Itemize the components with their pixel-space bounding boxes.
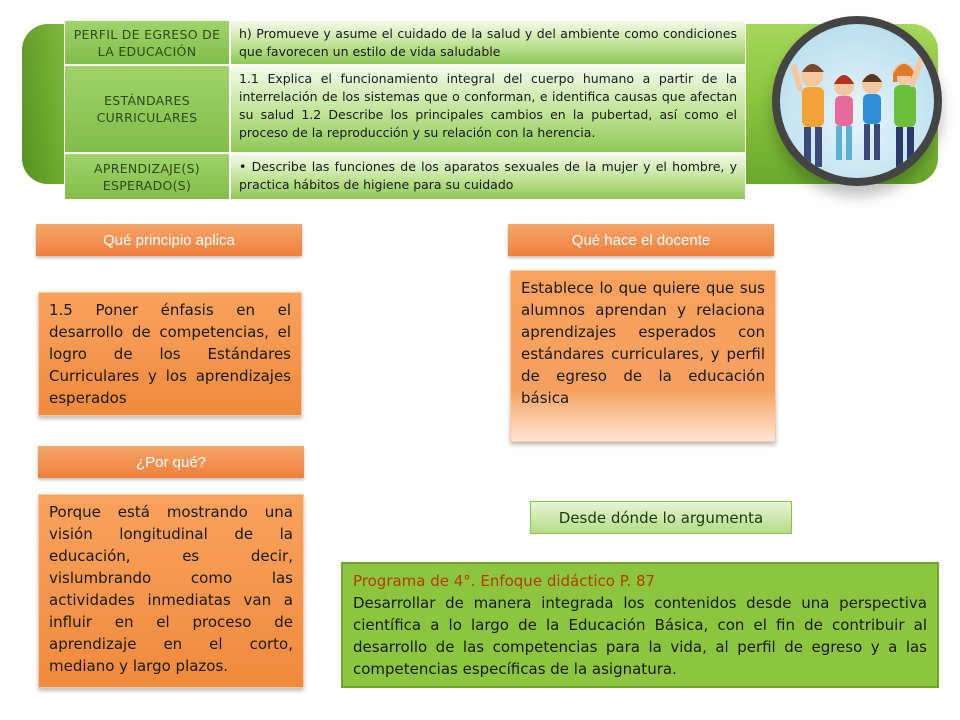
text-perfil-egreso: h) Promueve y asume el cuidado de la salud y del ambiente como condiciones que favorecen un estilo de vida saludable <box>230 20 746 65</box>
text-estandares: 1.1 Explica el funcionamiento integral del cuerpo humano a partir de la interrelación de los sistemas que o conforman, e identifica causas que afectan su salud 1.2 Describe los principales cambios en la pubertad, así como el proceso de la reproducción y su relación con la herencia. <box>230 65 746 153</box>
why-text: Porque está mostrando una visión longitudinal de la educación, es decir, vislumbrando como las actividades inmediatas van a influir en el proceso de aprendizaje en el corto, mediano y largo plazos. <box>38 494 304 688</box>
principle-heading: Qué principio aplica <box>36 224 302 256</box>
argument-heading: Desde dónde lo argumenta <box>530 501 792 534</box>
teacher-heading: Qué hace el docente <box>508 224 774 256</box>
teacher-text: Establece lo que quiere que sus alumnos aprendan y relaciona aprendizajes esperados con estándares curriculares, y perfil de egreso de la educación básica <box>510 270 776 442</box>
text-aprendizajes: • Describe las funciones de los aparatos sexuales de la mujer y el hombre, y practica hábitos de higiene para su cuidado <box>230 153 746 200</box>
argument-reference: Programa de 4°. Enfoque didáctico P. 87 <box>353 572 656 590</box>
label-aprendizajes: APRENDIZAJE(S) ESPERADO(S) <box>64 153 230 200</box>
argument-box <box>341 562 939 688</box>
family-exercise-image <box>780 24 934 178</box>
why-heading: ¿Por qué? <box>38 446 304 478</box>
argument-text: Desarrollar de manera integrada los contenidos desde una perspectiva científica a lo largo de la Educación Básica, con el fin de contribuir al desarrollo de las competencias para la vida, al perfil de egreso y a las competencias específicas de la asignatura. <box>353 594 927 678</box>
principle-text: 1.5 Poner énfasis en el desarrollo de competencias, el logro de los Estándares Curriculares y los aprendizajes esperados <box>38 292 302 416</box>
label-perfil-egreso: PERFIL DE EGRESO DE LA EDUCACIÓN <box>64 20 230 65</box>
label-estandares: ESTÁNDARES CURRICULARES <box>64 65 230 153</box>
